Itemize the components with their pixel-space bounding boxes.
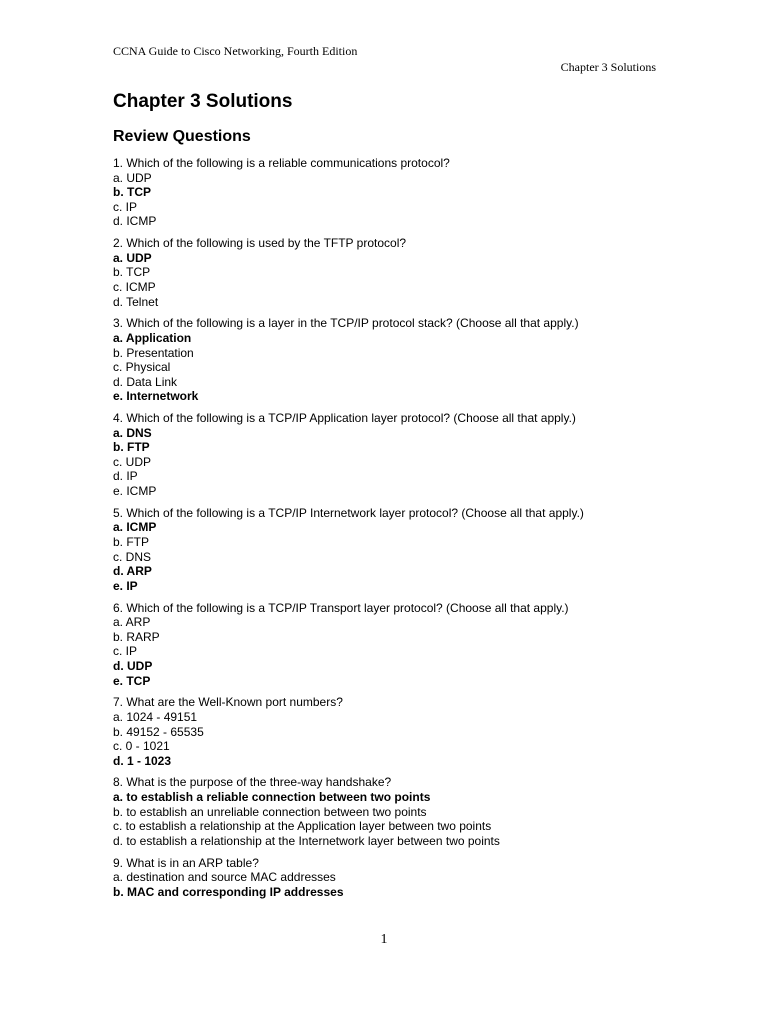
answer-option: c. IP bbox=[113, 644, 138, 659]
answer-option: c. Physical bbox=[113, 360, 171, 375]
question-block bbox=[113, 695, 673, 768]
question-block bbox=[113, 411, 673, 499]
answer-option-correct: a. DNS bbox=[113, 425, 152, 440]
answer-option: c. DNS bbox=[113, 549, 152, 564]
question-text: 2. Which of the following is used by the TFTP protocol? bbox=[113, 236, 407, 251]
answer-option: e. ICMP bbox=[113, 484, 157, 499]
question-text: 3. Which of the following is a layer in the TCP/IP protocol stack? (Choose all that apply.) bbox=[113, 316, 579, 331]
question-block bbox=[113, 156, 673, 229]
answer-option: a. 1024 - 49151 bbox=[113, 709, 198, 724]
page-number: 1 bbox=[380, 932, 388, 947]
answer-option: d. to establish a relationship at the Internetwork layer between two points bbox=[113, 833, 500, 848]
answer-option: b. 49152 - 65535 bbox=[113, 724, 204, 739]
question-text: 5. Which of the following is a TCP/IP Internetwork layer protocol? (Choose all that apply.) bbox=[113, 505, 584, 520]
answer-option-correct: a. ICMP bbox=[113, 520, 157, 535]
question-text: 9. What is in an ARP table? bbox=[113, 855, 259, 870]
answer-option: c. IP bbox=[113, 199, 138, 214]
answer-option: b. RARP bbox=[113, 629, 160, 644]
answer-option: d. Telnet bbox=[113, 294, 159, 309]
answer-option: b. TCP bbox=[113, 265, 151, 280]
answer-option-correct: d. 1 - 1023 bbox=[113, 753, 172, 768]
answer-option-correct: b. TCP bbox=[113, 185, 151, 200]
question-block bbox=[113, 775, 673, 848]
page-title: Chapter 3 Solutions bbox=[113, 91, 293, 112]
question-block bbox=[113, 601, 673, 689]
question-block bbox=[113, 856, 673, 900]
section-title: Review Questions bbox=[113, 128, 251, 145]
answer-option-correct: a. Application bbox=[113, 330, 192, 345]
answer-option-correct: b. MAC and corresponding IP addresses bbox=[113, 884, 344, 899]
answer-option: b. to establish an unreliable connection between two points bbox=[113, 804, 427, 819]
answer-option: c. ICMP bbox=[113, 279, 156, 294]
question-block bbox=[113, 506, 673, 594]
question-text: 6. Which of the following is a TCP/IP Transport layer protocol? (Choose all that apply.) bbox=[113, 600, 569, 615]
question-list bbox=[113, 156, 673, 907]
answer-option: b. Presentation bbox=[113, 345, 194, 360]
answer-option: c. UDP bbox=[113, 454, 152, 469]
answer-option: d. ICMP bbox=[113, 214, 157, 229]
answer-option-correct: b. FTP bbox=[113, 440, 150, 455]
answer-option-correct: d. ARP bbox=[113, 564, 152, 579]
answer-option-correct: e. TCP bbox=[113, 673, 151, 688]
question-block bbox=[113, 316, 673, 404]
question-text: 8. What is the purpose of the three-way handshake? bbox=[113, 775, 392, 790]
question-text: 7. What are the Well-Known port numbers? bbox=[113, 695, 343, 710]
answer-option: c. to establish a relationship at the Application layer between two points bbox=[113, 819, 492, 834]
answer-option: a. destination and source MAC addresses bbox=[113, 870, 336, 885]
answer-option-correct: a. to establish a reliable connection between two points bbox=[113, 790, 431, 805]
answer-option: a. ARP bbox=[113, 615, 151, 630]
running-header-book-title: CCNA Guide to Cisco Networking, Fourth Edition bbox=[113, 44, 358, 58]
answer-option: b. FTP bbox=[113, 535, 150, 549]
question-text: 1. Which of the following is a reliable communications protocol? bbox=[113, 156, 450, 170]
question-text: 4. Which of the following is a TCP/IP Application layer protocol? (Choose all that apply.) bbox=[113, 411, 576, 426]
answer-option: a. UDP bbox=[113, 170, 152, 185]
answer-option: d. Data Link bbox=[113, 374, 178, 389]
answer-option-correct: d. UDP bbox=[113, 658, 153, 673]
answer-option: d. IP bbox=[113, 469, 138, 484]
answer-option-correct: e. IP bbox=[113, 578, 138, 593]
question-block bbox=[113, 236, 673, 309]
answer-option-correct: a. UDP bbox=[113, 250, 152, 265]
answer-option-correct: e. Internetwork bbox=[113, 389, 199, 404]
running-header-chapter: Chapter 3 Solutions bbox=[560, 60, 656, 74]
answer-option: c. 0 - 1021 bbox=[113, 739, 170, 754]
